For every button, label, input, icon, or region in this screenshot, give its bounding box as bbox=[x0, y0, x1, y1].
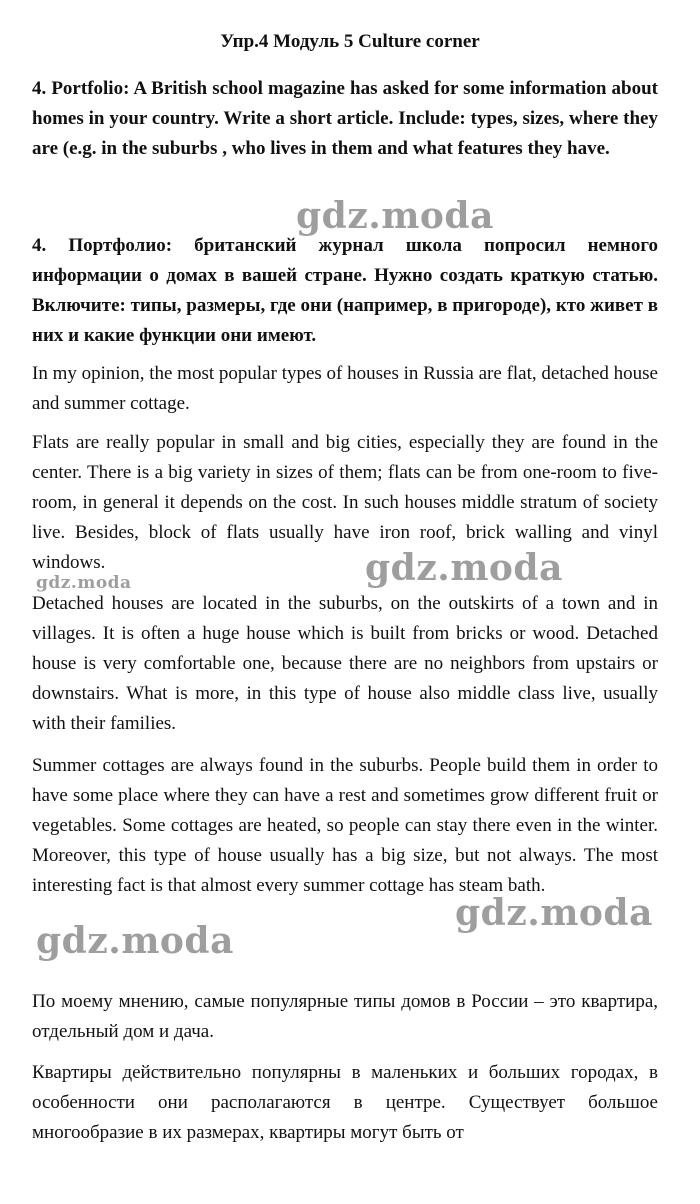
task-english: 4. Portfolio: A British school magazine has asked for some information about homes in your country. Write a short article. Include: types, sizes, where they are (e.g. in the suburbs , who lives in them and what features they have. bbox=[32, 78, 658, 159]
watermark: gdz.moda bbox=[296, 195, 494, 237]
paragraph-cottages-en: Summer cottages are always found in the suburbs. People build them in order to have some place where they can have a rest and sometimes grow different fruit or vegetables. Some cottages are heated, so people can stay there even in the winter. Moreover, this type of house usually has a big size, but not always. The most interesting fact is that almost every summer cottage has steam bath. bbox=[32, 755, 658, 896]
watermark: gdz.moda bbox=[36, 573, 132, 593]
paragraph-flats-en: Flats are really popular in small and big cities, especially they are found in the center. There is a big variety in sizes of them; flats can be from one-room to five-room, in general it depends on the cost. In such houses middle stratum of society live. Besides, block of flats usually have iron roof, brick walling and vinyl windows. bbox=[32, 432, 658, 573]
watermark: gdz.moda bbox=[36, 920, 234, 962]
paragraph-detached-en: Detached houses are located in the suburbs, on the outskirts of a town and in villages. It is often a huge house which is built from bricks or wood. Detached house is very comfortable one, because there are no neighbors from upstairs or downstairs. What is more, in this type of house also middle class live, usually with their families. bbox=[32, 593, 658, 734]
page-title: Упр.4 Модуль 5 Culture corner bbox=[220, 31, 480, 52]
watermark: gdz.moda bbox=[365, 547, 563, 589]
paragraph-intro-ru: По моему мнению, самые популярные типы домов в России – это квартира, отдельный дом и дача. bbox=[32, 991, 658, 1042]
paragraph-flats-ru: Квартиры действительно популярны в маленьких и больших городах, в особенности они располагаются в центре. Существует большое многообразие в их размерах, квартиры могут быть от bbox=[32, 1062, 658, 1143]
task-russian: 4. Портфолио: британский журнал школа попросил немного информации о домах в вашей стране. Нужно создать краткую статью. Включите: типы, размеры, где они (например, в пригороде), кто живет в них и какие функции они имеют. bbox=[32, 235, 658, 346]
paragraph-intro-en: In my opinion, the most popular types of houses in Russia are flat, detached house and summer cottage. bbox=[32, 363, 658, 414]
watermark: gdz.moda bbox=[455, 892, 653, 934]
